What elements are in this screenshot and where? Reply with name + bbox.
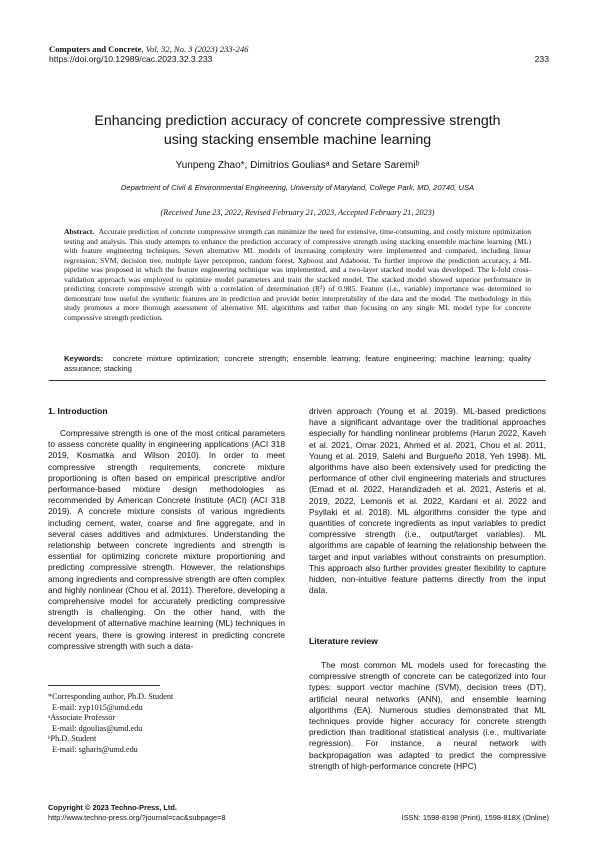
footnote-b-email[interactable]: E-mail: sgharis@umd.edu bbox=[52, 744, 138, 754]
footnote-corresponding: *Corresponding author, Ph.D. Student bbox=[48, 692, 174, 701]
intro-paragraph-2: driven approach (Young et al. 2019). ML-based predictions have a significant advantage over the traditional approaches especially for handling nonlinear problems (Harun 2022, Kaveh et al. 2021, Omar 2021, Ahmed et al. 2021, Chou et al. 2011, Young et al. 2019, Salehi and Burgueño 2018, Yeh 1998). ML algorithms have also been extensively used for predicting the performance of other civil engineering materials and structures (Emad et al. 2022, Harandizadeh et al. 2021, Asteris et al. 2019, 2022, Lemonis et al. 2022, Kardani et al. 2022 and Psyllaki et al. 2018). ML algorithms consider the type and quantities of concrete ingredients as input variables to predict compressive strength (i.e., output/target variables). ML algorithms are capable of learning the relationship between the target and input variables without constraints on presumption. This approach also further provides greater flexibility to capture hidden, non-intuitive feature patterns directly from the input data. bbox=[309, 406, 546, 596]
footer-url[interactable]: http://www.techno-press.org/?journal=cac&subpage=8 bbox=[48, 813, 226, 822]
intro-paragraph-1: Compressive strength is one of the most critical parameters to assess concrete quality in engineering applications (ACI 318 2019, Kosmatka and Wilson 2010). In order to meet compressive strength requirements, concrete mixture proportioning is often based on empirical prescriptive and/or performance-based mixture design methodologies as recommended by American Concrete Institute (ACI) (ACI 318 2019). A concrete mixture consists of various ingredients including cement, water, coarse and fine aggregate, and in several cases additives and admixtures. Understanding the relationship between concrete ingredients and strength is essential for optimizing concrete mixture proportioning and predicting compressive strength. However, the relationships among ingredients and compressive strength are often complex and highly nonlinear (Chou et al. 2011). Therefore, developing a comprehensive model for accurately predicting compressive strength is challenging. On the other hand, with the development of alternative machine learning (ML) techniques in recent years, there is growing interest in predicting concrete compressive strength with such a data- bbox=[48, 428, 285, 651]
footnote-b: ᵇPh.D. Student bbox=[48, 734, 97, 744]
title-line-2: using stacking ensemble machine learning bbox=[163, 132, 432, 148]
abstract-label: Abstract. bbox=[64, 227, 95, 236]
journal-header: Computers and Concrete, Vol. 32, No. 3 (2023) 233-246 bbox=[49, 44, 249, 54]
footnote-a-email[interactable]: E-mail: dgoulias@umd.edu bbox=[52, 723, 143, 733]
footer-copyright: Copyright © 2023 Techno-Press, Ltd. bbox=[48, 803, 177, 812]
page-number: 233 bbox=[534, 54, 549, 64]
footnote-a: ᵃAssociate Professor bbox=[48, 713, 116, 723]
received-dates: (Received June 23, 2022, Revised February 21, 2023, Accepted February 21, 2023) bbox=[160, 208, 435, 217]
keywords-label: Keywords: bbox=[64, 354, 104, 363]
volume-info: Vol. 32, No. 3 (2023) 233-246 bbox=[145, 44, 249, 54]
paper-title bbox=[60, 112, 535, 150]
footnotes bbox=[48, 692, 288, 756]
left-column bbox=[48, 428, 285, 652]
abstract bbox=[64, 227, 531, 322]
footnote-corresponding-email[interactable]: E-mail: zyp1015@umd.edu bbox=[52, 702, 143, 712]
footnote-divider bbox=[48, 685, 160, 686]
title-line-1: Enhancing prediction accuracy of concrete compressive strength bbox=[94, 113, 501, 129]
footer-issn: ISSN: 1598-8198 (Print), 1598-818X (Online) bbox=[401, 813, 549, 822]
keywords bbox=[64, 354, 531, 374]
abstract-text: Accurate prediction of concrete compressive strength can minimize the need for extensive, time-consuming, and costly mixture optimization testing and analysis. This study attempts to enhance the prediction accuracy of compressive strength using stacking ensemble machine learning (ML) with feature engineering techniques. Seven alternative ML models of increasing complexity were implemented and compared, including linear regression, SVM, decision tree, multiple layer perceptron, random forest, Xgboost and Adaboost. To further improve the prediction accuracy, a ML pipeline was proposed in which the feature engineering technique was implemented, and a two-layer stacked model was developed. The k-fold cross-validation approach was employed to optimize model parameters and train the stacked model. The stacked model showed superior performance in predicting concrete compressive strength with a correlation of determination (R²) of 0.985. Feature (i.e., variable) importance was determined to demonstrate how useful the synthetic features are in prediction and provide better interpretability of the data and the model. The methodology in this study promotes a more thorough assessment of alternative ML algorithms and rather than focusing on any single ML model type for concrete compressive strength prediction. bbox=[64, 227, 531, 322]
affiliation: Department of Civil & Environmental Engineering, University of Maryland, College Park, MD, 20740, USA bbox=[120, 183, 475, 192]
section-heading-literature-review: Literature review bbox=[309, 636, 378, 646]
right-column bbox=[309, 406, 546, 596]
authors: Yunpeng Zhao*, Dimitrios Gouliasᵃ and Setare Saremiᵇ bbox=[175, 160, 420, 171]
literature-paragraph-1: The most common ML models used for forecasting the compressive strength of concrete can be categorized into four types: support vector machine (SVM), decision trees (DT), artificial neural networks (ANN), and ensemble learning algorithms (EA). Numerous studies demonstrated that ML techniques provide higher accuracy for concrete strength prediction than traditional statistical analysis (i.e., multivariate regression). For instance, a neural network with backpropagation was adapted to predict the compressive strength of high-performance concrete (HPC) bbox=[309, 660, 546, 771]
doi-link[interactable]: https://doi.org/10.12989/cac.2023.32.3.233 bbox=[49, 54, 213, 64]
right-column-lower bbox=[309, 660, 546, 772]
section-heading-introduction: 1. Introduction bbox=[48, 406, 108, 416]
keywords-text: concrete mixture optimization; concrete strength; ensemble learning; feature engineering; machine learning; quality assurance; stacking bbox=[64, 354, 531, 373]
journal-name: Computers and Concrete bbox=[49, 44, 142, 54]
section-divider bbox=[49, 380, 546, 381]
